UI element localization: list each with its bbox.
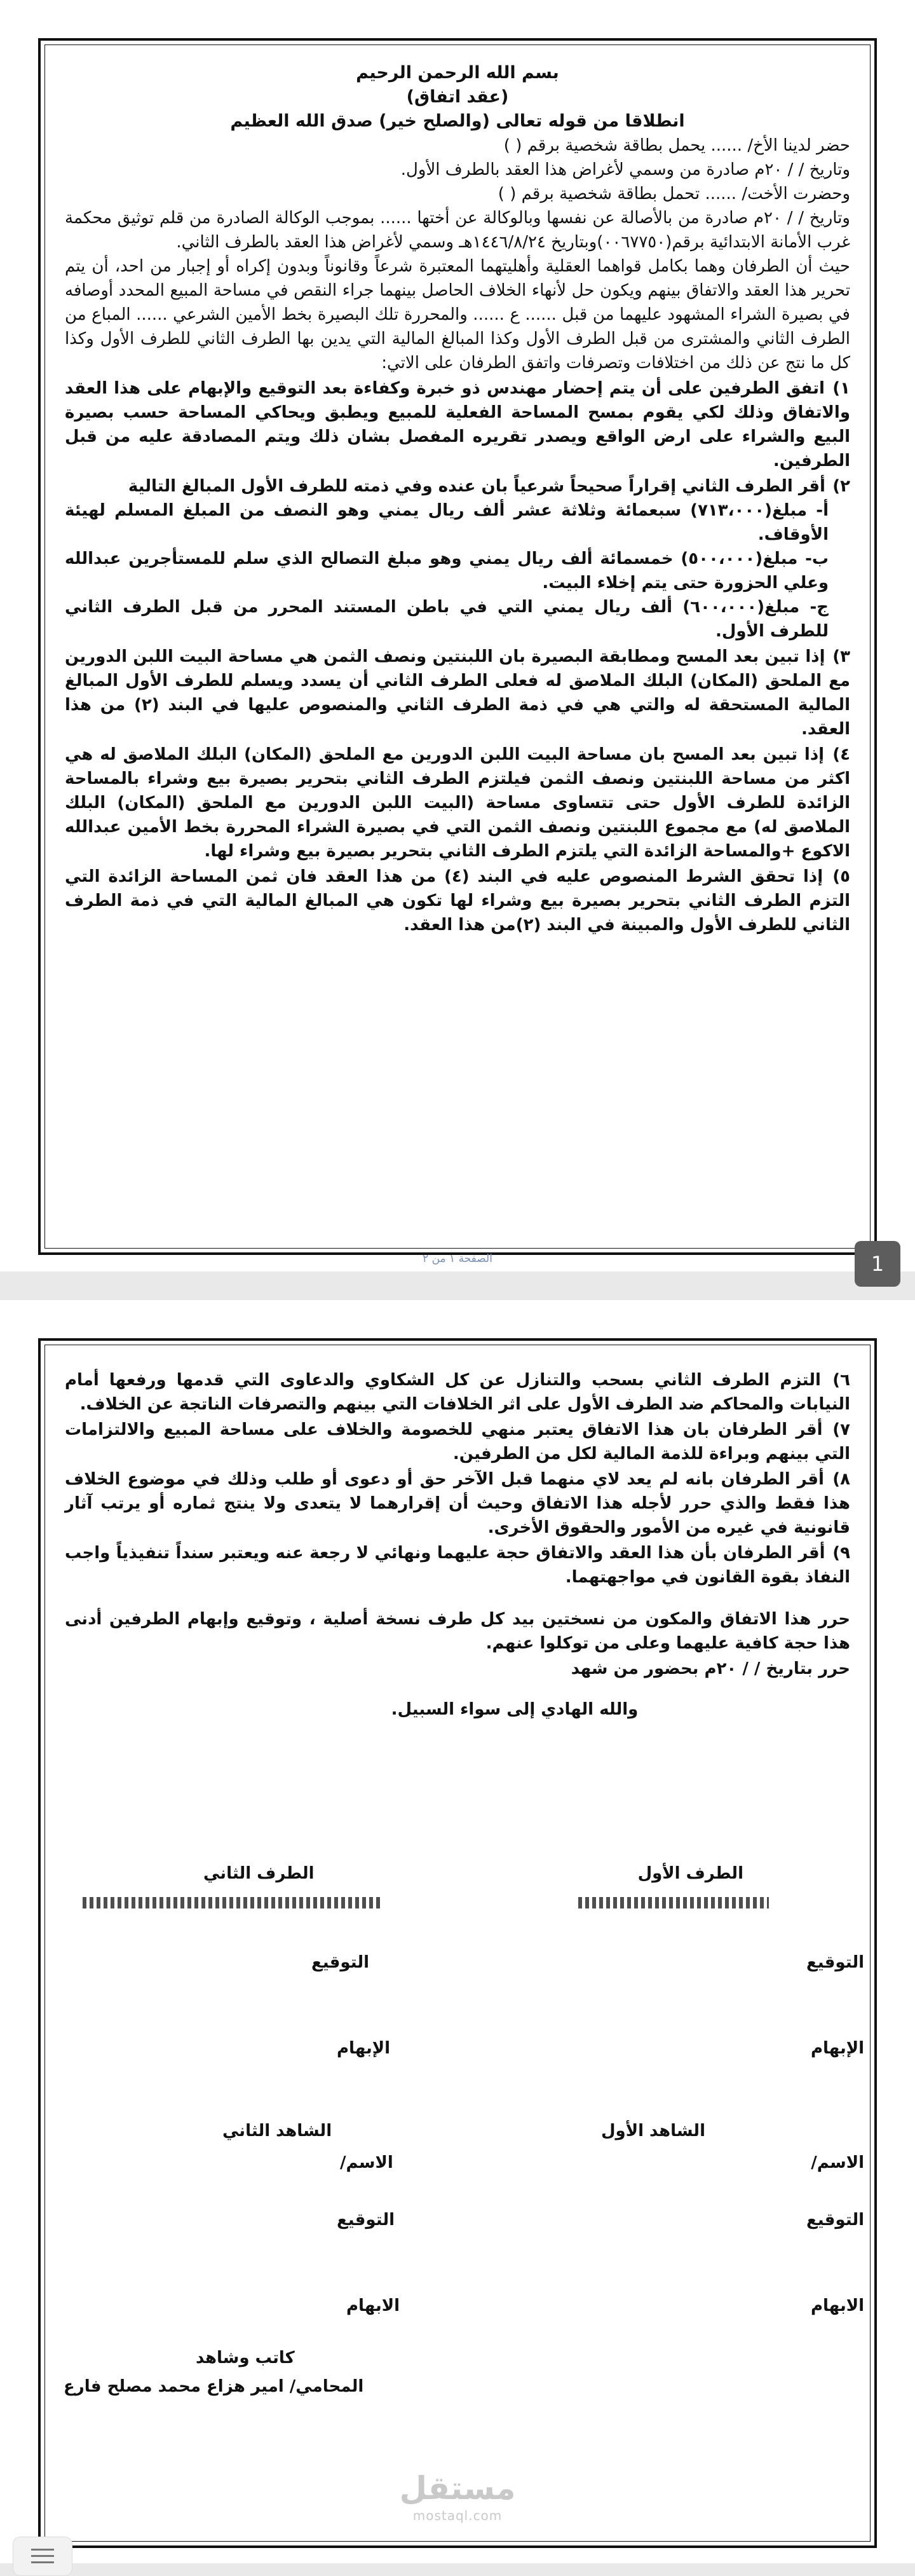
page-number-badge[interactable]: 1 <box>855 1241 900 1287</box>
clause-number: ٣) <box>832 647 850 666</box>
second-party-thumb-label: الإبهام <box>337 2039 391 2058</box>
clause-4 <box>65 743 850 863</box>
second-party-label: الطرف الثاني <box>203 1864 315 1883</box>
sub-item-b: ب- مبلغ(٥٠٠،٠٠٠) خمسمائة ألف ريال يمني وهو مبلغ التصالح الذي سلم للمستأجرين عبدالله وعلي الحزورة حتى يتم إخلاء البيت. <box>65 549 829 593</box>
clause-9 <box>65 1541 850 1589</box>
witness-1-name-label: الاسم/ <box>811 2153 864 2172</box>
contract-title: (عقد اتفاق) <box>406 87 509 107</box>
clause-7 <box>65 1418 850 1466</box>
witness-2-thumb-label: الابهام <box>346 2296 400 2315</box>
site-logo-subtitle: mostaql.com <box>412 2508 503 2523</box>
clause-number: ١) <box>832 379 850 398</box>
clause-1 <box>65 376 850 473</box>
clause-8 <box>65 1467 850 1540</box>
basmala: بسم الله الرحمن الرحيم <box>356 63 559 83</box>
clause-number: ٩) <box>832 1544 850 1563</box>
closing-text: حرر هذا الاتفاق والمكون من نسختين بيد كل طرف نسخة أصلية ، وتوقيع وإبهام الطرفين أدنى هذا حجة كافية عليهما وعلى من توكلوا عنهم. <box>65 1610 850 1653</box>
closing-prayer: والله الهادي إلى سواء السبيل. <box>391 1700 639 1719</box>
clause-text: إذا تبين بعد المسح ومطابقة البصيرة بان اللبنتين ونصف الثمن هي مساحة البيت اللبن الدورين مع الملحق (المكان) البلك الملاصق له فعلى الطرف الثاني أن يسدد ويسلم للطرف الأول المبالغ المالية المستحقة له والتي هي في ذمة الطرف الثاني والمنصوص عليها في البند (٢) من هذا العقد. <box>65 647 850 739</box>
page-1-content <box>65 61 850 937</box>
page-2-content <box>65 1367 850 1722</box>
first-party-label: الطرف الأول <box>637 1864 743 1883</box>
clause-number: ٤) <box>832 745 850 764</box>
party2-line2: وتاريخ / / ٢٠م صادرة من بالأصالة عن نفسها وبالوكالة عن أختها ...... بموجب الوكالة الصادرة من قلم توثيق محكمة غرب الأمانة الابتدائية برقم(٠٠٦٧٧٥٠)وبتاريخ ١٤٤٦/٨/٢٤هـ وسمي لأغراض هذا العقد بالطرف الثاني. <box>65 209 850 252</box>
page-footer: الصفحة ١ من ٢ <box>423 1252 492 1265</box>
closing-date: حرر بتاريخ / / ٢٠م بحضور من شهد <box>571 1659 850 1678</box>
preamble: حيث أن الطرفان وهما بكامل قواهما العقلية وأهليتهما المعتبرة شرعاً وقانوناً وبدون إكراه أو إجبار من احد، أن يتم تحرير هذا العقد والاتفاق بينهم ويكون حل لأنهاء الخلاف الحاصل بينهما جراء النقص في مساحة المبيع المحدد أوصافه في بصيرة الشراء المشهود عليهما من قبل ...... ع ...... والمحررة تلك البصيرة بخط الأمين الشرعي ...... المباع من الطرف الثاني والمشترى من قبل الطرف الأول وكذا المبالغ المالية التي يدين بها الطرف الثاني للطرف الأول وكذا كل ما نتج عن ذلك من اختلافات وتصرفات واتفق الطرفان على الاتي: <box>65 257 850 373</box>
witness-2-label: الشاهد الثاني <box>222 2121 332 2141</box>
clause-text: أقر الطرفان بأن هذا العقد والاتفاق حجة عليهما ونهائي لا رجعة عنه ويعتبر سنداً تنفيذياً واجب النفاذ بقوة القانون في مواجهتهما. <box>65 1544 850 1587</box>
clause-text: أقر الطرفان بانه لم يعد لاي منهما قبل الآخر حق أو دعوى أو طلب وذلك في موضوع الخلاف هذا فقط والذي حرر لأجله هذا الاتفاق وحيث أن إقرارهما لا يتعدى ولا ينتج ثماره أو يرتب آثار قانونية في غيره من الأمور والحقوق الأخرى. <box>65 1470 850 1537</box>
clause-3 <box>65 645 850 741</box>
witness-2-signature-label: التوقيع <box>337 2210 395 2230</box>
first-party-name-redacted <box>578 1891 769 1913</box>
clause-text: اتفق الطرفين على أن يتم إحضار مهندس ذو خبرة وكفاءة بعد التوقيع والإبهام على هذا العقد والاتفاق وذلك لكي يقوم بمسح المساحة الفعلية للمبيع ويطبق ويحاكي المساحة حسب بصيرة البيع والشراء على ارض الواقع ويصدر تقريره المفصل بشان ذلك ويتم المصادقة عليه من قبل الطرفين. <box>65 379 850 470</box>
clause-number: ٨) <box>832 1470 850 1489</box>
party1-line2: وتاريخ / / ٢٠م صادرة من وسمي لأغراض هذا العقد بالطرف الأول. <box>400 160 850 179</box>
clause-number: ٥) <box>832 867 850 886</box>
clause-text: إذا تحقق الشرط المنصوص عليه في البند (٤) من هذا العقد فان ثمن المساحة الزائدة التي التزم الطرف الثاني بتحرير بصيرة بيع وشراء لها تكون هي المبالغ المالية التي في ذمة الطرف الثاني للطرف الأول والمبينة في البند (٢)من هذا العقد. <box>65 867 850 935</box>
scribe-name: المحامي/ امير هزاع محمد مصلح فارع <box>64 2377 364 2396</box>
sub-item-c: ج- مبلغ(٦٠٠،٠٠٠) ألف ريال يمني التي في باطن المستند المحرر من قبل الطرف الثاني للطرف الأول. <box>65 598 829 641</box>
clause-number: ٦) <box>832 1371 850 1390</box>
party2-line1: وحضرت الأخت/ ...... تحمل بطاقة شخصية برقم ( ) <box>498 184 850 203</box>
witness-2-name-label: الاسم/ <box>340 2153 393 2172</box>
scribe-label: كاتب وشاهد <box>196 2348 295 2367</box>
clause-6 <box>65 1368 850 1416</box>
clause-number: ٢) <box>832 477 850 496</box>
clause-5 <box>65 865 850 937</box>
first-party-signature-label: التوقيع <box>806 1953 864 1972</box>
party1-line1: حضر لدينا الأخ/ ...... يحمل بطاقة شخصية برقم ( ) <box>503 136 850 155</box>
sub-item-a: أ- مبلغ(٧١٣،٠٠٠) سبعمائة وثلاثة عشر ألف ريال يمني وهو النصف من المبلغ المسلم لهيئة الأوقاف. <box>65 501 829 544</box>
witness-1-signature-label: التوقيع <box>806 2210 864 2230</box>
clause-text: أقر الطرف الثاني إقراراً صحيحاً شرعياً بان عنده وفي ذمته للطرف الأول المبالغ التالية <box>128 477 825 496</box>
clause-2 <box>65 474 850 498</box>
witness-1-thumb-label: الابهام <box>810 2296 864 2315</box>
second-party-name-redacted <box>83 1891 381 1913</box>
verse: انطلاقا من قوله تعالى (والصلح خير) صدق الله العظيم <box>230 111 685 131</box>
clause-text: أقر الطرفان بان هذا الاتفاق يعتبر منهي للخصومة والخلاف على مساحة المبيع والالتزامات التي بينهم وبراءة للذمة المالية لكل من الطرفين. <box>65 1420 850 1463</box>
first-party-thumb-label: الإبهام <box>810 2039 864 2058</box>
second-party-signature-label: التوقيع <box>311 1953 369 1972</box>
menu-button[interactable] <box>13 2537 72 2576</box>
site-logo: مستقل <box>399 2470 516 2507</box>
clause-number: ٧) <box>832 1420 850 1439</box>
witness-1-label: الشاهد الأول <box>601 2121 705 2141</box>
document-page-1 <box>0 0 915 1276</box>
clause-text: إذا تبين بعد المسح بان مساحة البيت اللبن الدورين مع الملحق (المكان) البلك الملاصق له هي اكثر من مساحة اللبنتين ونصف الثمن فيلتزم الطرف الثاني بتحرير بصيرة بيع وشراء بالمساحة الزائدة للطرف الأول حتى تتساوى مساحة (البيت اللبن الدورين مع الملحق (المكان) البلك الملاصق له) مع مجموع اللبنتين ونصف الثمن التي في بصيرة الشراء المحررة بخط الأمين عبدالله الاكوع +والمساحة الزائدة التي يلتزم الطرف الثاني بتحرير بصيرة بيع وشراء لها. <box>65 745 850 861</box>
clause-text: التزم الطرف الثاني بسحب والتنازل عن كل الشكاوي والدعاوى التي قدمها ورفعها أمام النيابات والمحاكم ضد الطرف الأول على اثر الخلافات التي بينهم والتصرفات الناتجة عن الخلاف. <box>65 1371 850 1414</box>
